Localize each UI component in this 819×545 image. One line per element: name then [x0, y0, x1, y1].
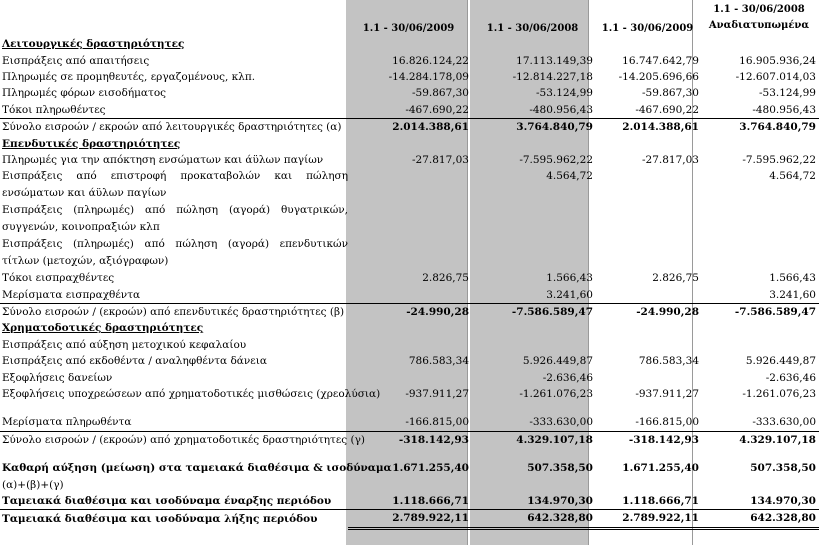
- row-label: Εισπράξεις από εκδοθέντα / αναληφθέντα δάνεια: [2, 355, 267, 368]
- net-change-value: 507.358,50: [750, 462, 816, 475]
- row-value: [348, 337, 472, 353]
- subtotal-value: -24.990,28: [406, 306, 469, 319]
- subtotal-row: [0, 431, 819, 448]
- header-empty: [0, 0, 348, 36]
- table-row: [0, 337, 819, 353]
- net-change-label: Καθαρή αύξηση (μείωση) στα ταμειακά διαθέσιμα & ισοδύναμα: [2, 462, 392, 475]
- opening-balance-value: 1.118.666,71: [596, 493, 702, 510]
- row-value: -53.124,99: [759, 87, 816, 100]
- row-value: -14.205.696,66: [618, 70, 699, 83]
- row-value: [702, 202, 819, 236]
- row-value: 786.583,34: [638, 355, 699, 368]
- section-heading-row: [0, 135, 819, 151]
- table-row: [0, 102, 819, 119]
- row-value: [596, 202, 702, 236]
- row-value: 16.826.124,22: [392, 54, 469, 67]
- row-value: -2.636,46: [542, 371, 593, 384]
- row-label: Μερίσματα εισπραχθέντα: [0, 287, 348, 304]
- subtotal-value: -318.142,93: [628, 433, 699, 446]
- row-value: -166.815,00: [596, 414, 702, 431]
- row-label: Εισπράξεις από απαιτήσεις: [2, 54, 150, 67]
- opening-balance-value: 134.970,30: [472, 493, 596, 510]
- header-col3: 1.1 - 30/06/2009: [601, 23, 694, 34]
- subtotal-value: -7.586.589,47: [734, 306, 816, 319]
- row-value: -1.261.076,23: [519, 388, 593, 401]
- row-value: [596, 168, 702, 202]
- net-change-value: 507.358,50: [527, 462, 593, 475]
- header-col4: 1.1 - 30/06/2008 Αναδιατυπωμένα: [708, 4, 810, 31]
- row-value: [472, 236, 596, 270]
- row-label: Εισπράξεις (πληρωμές) από πώληση (αγορά) θυγατρικών, συγγενών, κοινοπραξιών κλπ: [2, 204, 348, 234]
- table-row: [0, 168, 819, 202]
- row-label: Πληρωμές σε προμηθευτές, εργαζομένους, κλπ.: [2, 70, 256, 83]
- row-value: -937.911,27: [635, 388, 699, 401]
- row-value: 2.826,75: [422, 272, 469, 285]
- subtotal-label: Σύνολο εισροών / (εκροών) από επενδυτικές δραστηριότητες (β): [2, 306, 345, 319]
- section-title-operating: Λειτουργικές δραστηριότητες: [2, 38, 185, 51]
- net-change-value: 1.671.255,40: [622, 462, 699, 475]
- closing-balance-value: 2.789.922,11: [348, 510, 472, 528]
- table-row: [0, 152, 819, 168]
- opening-balance-label: Ταμειακά διαθέσιμα και ισοδύναμα έναρξης περιόδου: [0, 493, 348, 510]
- row-label: Μερίσματα πληρωθέντα: [0, 414, 348, 431]
- row-label: Εισπράξεις από αύξηση μετοχικού κεφαλαίου: [2, 338, 247, 351]
- row-value: -1.261.076,23: [742, 388, 816, 401]
- row-value: 2.826,75: [652, 272, 699, 285]
- row-value: [702, 337, 819, 353]
- table-row: [0, 369, 819, 385]
- row-value: 4.564,72: [546, 170, 593, 183]
- row-value: -12.607.014,03: [735, 70, 816, 83]
- row-value: 786.583,34: [408, 355, 469, 368]
- table-row: [0, 236, 819, 270]
- row-label: Εξοφλήσεις δανείων: [2, 371, 113, 384]
- row-value: [596, 287, 702, 304]
- row-value: -166.815,00: [348, 414, 472, 431]
- row-value: -467.690,22: [596, 102, 702, 119]
- row-value: -480.956,43: [472, 102, 596, 119]
- row-value: -467.690,22: [348, 102, 472, 119]
- row-label: Πληρωμές για την απόκτηση ενσώματων και άϋλων παγίων: [2, 153, 324, 166]
- closing-balance-value: 642.328,80: [472, 510, 596, 528]
- closing-balance-value: 642.328,80: [702, 510, 819, 528]
- row-value: -27.817,03: [412, 153, 469, 166]
- row-value: -27.817,03: [642, 153, 699, 166]
- row-value: [348, 168, 472, 202]
- header-row: [0, 0, 819, 36]
- net-change-formula-row: [0, 476, 819, 492]
- closing-balance-value: 2.789.922,11: [596, 510, 702, 528]
- table-row: [0, 52, 819, 68]
- spacer-row: [0, 402, 819, 414]
- net-change-value: 1.671.255,40: [392, 462, 469, 475]
- row-value: 1.566,43: [769, 272, 816, 285]
- row-value: 1.566,43: [546, 272, 593, 285]
- row-value: 5.926.449,87: [745, 355, 816, 368]
- row-value: [348, 236, 472, 270]
- table-row: [0, 270, 819, 286]
- subtotal-value: 4.329.107,18: [739, 433, 816, 446]
- row-value: 16.747.642,79: [622, 54, 699, 67]
- closing-balance-label: Ταμειακά διαθέσιμα και ισοδύναμα λήξης περιόδου: [2, 513, 318, 526]
- subtotal-value: 2.014.388,61: [392, 121, 469, 134]
- row-value: -14.284.178,09: [388, 70, 469, 83]
- row-value: -59.867,30: [412, 87, 469, 100]
- net-change-row: [0, 460, 819, 476]
- row-value: 3.241,60: [702, 287, 819, 304]
- row-value: -2.636,46: [765, 371, 816, 384]
- table-row: [0, 69, 819, 85]
- subtotal-row: [0, 303, 819, 320]
- closing-balance-row: [0, 510, 819, 528]
- row-value: 4.564,72: [769, 170, 816, 183]
- subtotal-row: [0, 118, 819, 135]
- row-value: [596, 236, 702, 270]
- row-value: [348, 369, 472, 385]
- row-value: -333.630,00: [472, 414, 596, 431]
- row-value: -7.595.962,22: [742, 153, 816, 166]
- section-heading-row: [0, 320, 819, 336]
- row-label: Πληρωμές φόρων εισοδήματος: [2, 87, 167, 100]
- subtotal-label: Σύνολο εισροών / (εκροών) από χρηματοδοτικές δραστηριότητες (γ): [2, 433, 365, 446]
- row-value: 17.113.149,39: [516, 54, 593, 67]
- opening-balance-row: [0, 493, 819, 510]
- row-value: 3.241,60: [472, 287, 596, 304]
- subtotal-value: 4.329.107,18: [516, 433, 593, 446]
- row-label: Τόκοι εισπραχθέντες: [2, 272, 115, 285]
- row-value: [702, 236, 819, 270]
- table-row: [0, 85, 819, 101]
- row-value: 5.926.449,87: [522, 355, 593, 368]
- section-heading-row: [0, 36, 819, 52]
- row-value: -7.595.962,22: [519, 153, 593, 166]
- row-value: [472, 337, 596, 353]
- subtotal-value: -318.142,93: [398, 433, 469, 446]
- subtotal-value: -7.586.589,47: [511, 306, 593, 319]
- row-label: Εισπράξεις (πληρωμές) από πώληση (αγορά) επενδυτικών τίτλων (μετοχών, αξιόγραφων): [2, 238, 348, 268]
- row-value: 16.905.936,24: [739, 54, 816, 67]
- subtotal-value: 3.764.840,79: [739, 121, 816, 134]
- subtotal-label: Σύνολο εισροών / εκροών από λειτουργικές δραστηριότητες (α): [2, 121, 342, 134]
- table-row: [0, 386, 819, 402]
- header-col1: 1.1 - 30/06/2009: [362, 23, 455, 34]
- subtotal-value: -24.990,28: [636, 306, 699, 319]
- row-label: Τόκοι πληρωθέντες: [0, 102, 348, 119]
- section-title-investing: Επενδυτικές δραστηριότητες: [2, 137, 181, 150]
- row-value: -59.867,30: [642, 87, 699, 100]
- row-value: [596, 369, 702, 385]
- row-value: -12.814.227,18: [512, 70, 593, 83]
- net-change-formula: (α)+(β)+(γ): [2, 478, 64, 491]
- row-value: -333.630,00: [702, 414, 819, 431]
- row-value: -937.911,27: [405, 388, 469, 401]
- row-label: Εξοφλήσεις υποχρεώσεων από χρηματοδοτικές μισθώσεις (χρεολύσια): [2, 388, 381, 401]
- row-value: [472, 202, 596, 236]
- table-row: [0, 353, 819, 369]
- opening-balance-value: 1.118.666,71: [348, 493, 472, 510]
- table-row: [0, 414, 819, 431]
- row-value: [596, 337, 702, 353]
- section-title-financing: Χρηματοδοτικές δραστηριότητες: [2, 322, 204, 335]
- row-value: -480.956,43: [702, 102, 819, 119]
- opening-balance-value: 134.970,30: [702, 493, 819, 510]
- spacer-row: [0, 448, 819, 460]
- header-col2: 1.1 - 30/06/2008: [486, 23, 579, 34]
- subtotal-value: 2.014.388,61: [622, 121, 699, 134]
- subtotal-value: 3.764.840,79: [516, 121, 593, 134]
- row-label: Εισπράξεις από επιστροφή προκαταβολών και πώληση ενσώματων και άϋλων παγίων: [2, 170, 348, 200]
- table-row: [0, 287, 819, 304]
- row-value: [348, 202, 472, 236]
- table-row: [0, 202, 819, 236]
- row-value: [348, 287, 472, 304]
- row-value: -53.124,99: [536, 87, 593, 100]
